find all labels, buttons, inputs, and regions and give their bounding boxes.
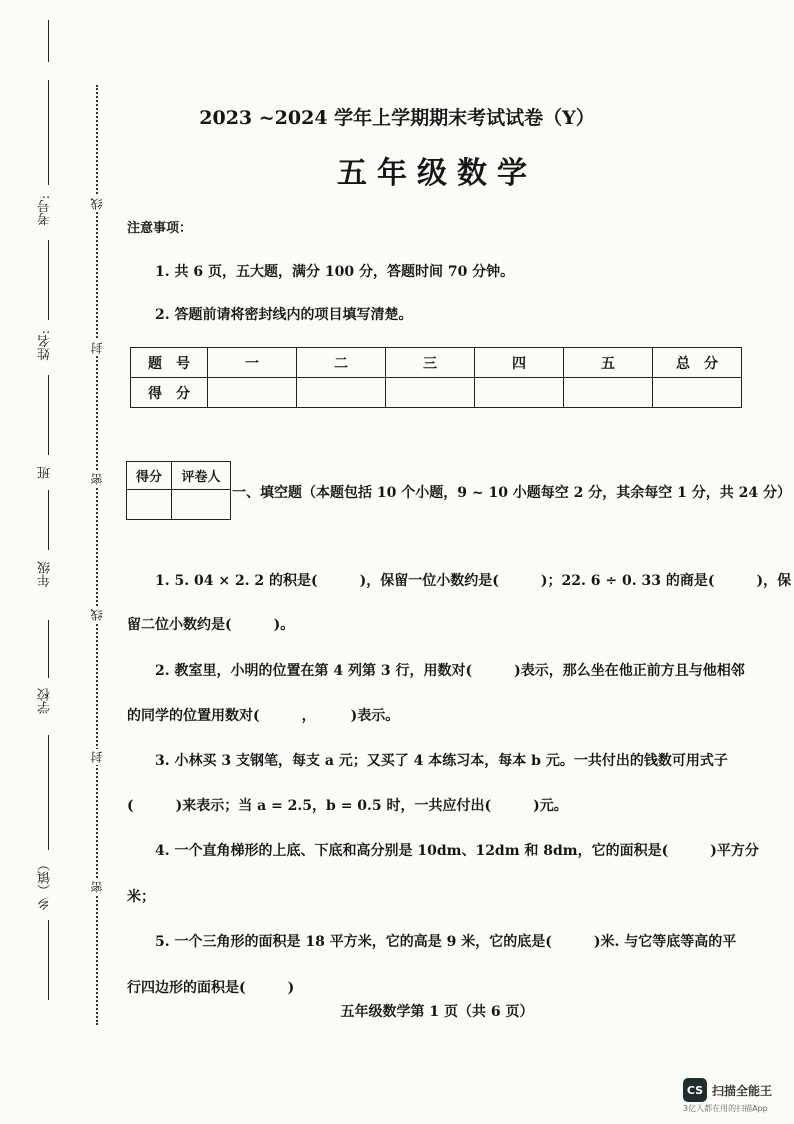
notes-item-2: 2. 答题前请将密封线内的项目填写清楚。 bbox=[155, 307, 413, 323]
grade-label: 年级 bbox=[38, 561, 53, 587]
school-line[interactable] bbox=[48, 620, 49, 678]
class-label: 班 bbox=[38, 466, 53, 479]
township-line[interactable] bbox=[48, 735, 49, 850]
question-4-line-2: 米； bbox=[127, 889, 155, 905]
score-cell-2[interactable] bbox=[297, 378, 386, 408]
class-line[interactable] bbox=[48, 375, 49, 455]
section-1-title: 一、填空题 bbox=[232, 485, 302, 501]
score-table-col-5: 五 bbox=[564, 348, 653, 378]
question-3-line-1: 3. 小林买 3 支钢笔，每支 a 元；又买了 4 本练习本，每本 b 元。一共付出的钱数可用式子 bbox=[155, 753, 728, 769]
question-3-line-2: ( )来表示；当 a = 2.5，b = 0.5 时，一共应付出( )元。 bbox=[127, 798, 568, 814]
section-1-desc: （本题包括 10 个小题，9 ~ 10 小题每空 2 分，其余每空 1 分，共 24 分） bbox=[302, 485, 792, 501]
score-cell-4[interactable] bbox=[475, 378, 564, 408]
scanner-badge bbox=[683, 1078, 772, 1102]
page-footer: 五年级数学第 1 页（共 6 页） bbox=[340, 1004, 534, 1020]
score-table-col-4: 四 bbox=[475, 348, 564, 378]
question-5-line-1: 5. 一个三角形的面积是 18 平方米，它的高是 9 米，它的底是( )米. 与它等底等高的平 bbox=[155, 934, 737, 950]
seal-char-mi-2: 密 bbox=[90, 881, 104, 893]
grader-name-cell[interactable] bbox=[172, 490, 231, 520]
score-table-score-label: 得 分 bbox=[131, 378, 208, 408]
exam-subtitle: 五年级数学 bbox=[337, 156, 537, 191]
seal-char-mi: 密 bbox=[90, 473, 104, 485]
grader-name-label: 评卷人 bbox=[172, 462, 231, 490]
grader-table bbox=[126, 461, 231, 520]
section-1-heading bbox=[232, 482, 791, 502]
grader-score-cell[interactable] bbox=[127, 490, 172, 520]
exam-title: 2023 ~2024 学年上学期期末考试试卷（Y） bbox=[199, 107, 595, 129]
score-table bbox=[130, 347, 742, 408]
score-cell-total[interactable] bbox=[653, 378, 742, 408]
notes-heading: 注意事项： bbox=[127, 221, 193, 236]
question-1-line-1: 1. 5. 04 × 2. 2 的积是( )，保留一位小数约是( )；22. 6 ÷ 0. 33 的商是( )，保 bbox=[155, 573, 792, 589]
sidebar-rule bbox=[48, 20, 49, 62]
score-cell-5[interactable] bbox=[564, 378, 653, 408]
score-table-col-2: 二 bbox=[297, 348, 386, 378]
score-table-col-1: 一 bbox=[208, 348, 297, 378]
name-label: 姓名: bbox=[38, 330, 53, 361]
question-4-line-1: 4. 一个直角梯形的上底、下底和高分别是 10dm、12dm 和 8dm，它的面积是( )平方分 bbox=[155, 843, 759, 859]
township-line-lower bbox=[48, 920, 49, 1000]
seal-char-xian: 线 bbox=[90, 198, 104, 210]
question-1-line-2: 留二位小数约是( )。 bbox=[127, 617, 295, 633]
scanner-app-name: 扫描全能王 bbox=[712, 1083, 773, 1098]
name-line[interactable] bbox=[48, 240, 49, 320]
score-table-col-3: 三 bbox=[386, 348, 475, 378]
score-table-col-total: 总 分 bbox=[653, 348, 742, 378]
score-table-score-row bbox=[131, 378, 742, 408]
grader-score-label: 得分 bbox=[127, 462, 172, 490]
school-label: 学校 bbox=[38, 688, 53, 714]
township-label: 乡（镇） bbox=[38, 858, 53, 910]
seal-char-feng: 封 bbox=[90, 342, 104, 354]
score-cell-1[interactable] bbox=[208, 378, 297, 408]
seal-char-xian-2: 线 bbox=[90, 609, 104, 621]
grade-line[interactable] bbox=[48, 490, 49, 550]
question-2-line-1: 2. 教室里，小明的位置在第 4 列第 3 行，用数对( )表示，那么坐在他正前方且与他相邻 bbox=[155, 663, 745, 679]
exam-number-label: 考号: bbox=[38, 195, 53, 226]
scanner-tagline: 3亿人都在用的扫描App bbox=[683, 1104, 768, 1113]
camscanner-logo-icon: CS bbox=[683, 1078, 707, 1102]
question-5-line-2: 行四边形的面积是( ) bbox=[127, 980, 295, 996]
notes-item-1: 1. 共 6 页，五大题，满分 100 分，答题时间 70 分钟。 bbox=[155, 264, 515, 280]
score-cell-3[interactable] bbox=[386, 378, 475, 408]
question-2-line-2: 的同学的位置用数对( ， )表示。 bbox=[127, 708, 400, 724]
score-table-header-row bbox=[131, 348, 742, 378]
seal-char-feng-2: 封 bbox=[90, 751, 104, 763]
score-table-header-label: 题 号 bbox=[131, 348, 208, 378]
